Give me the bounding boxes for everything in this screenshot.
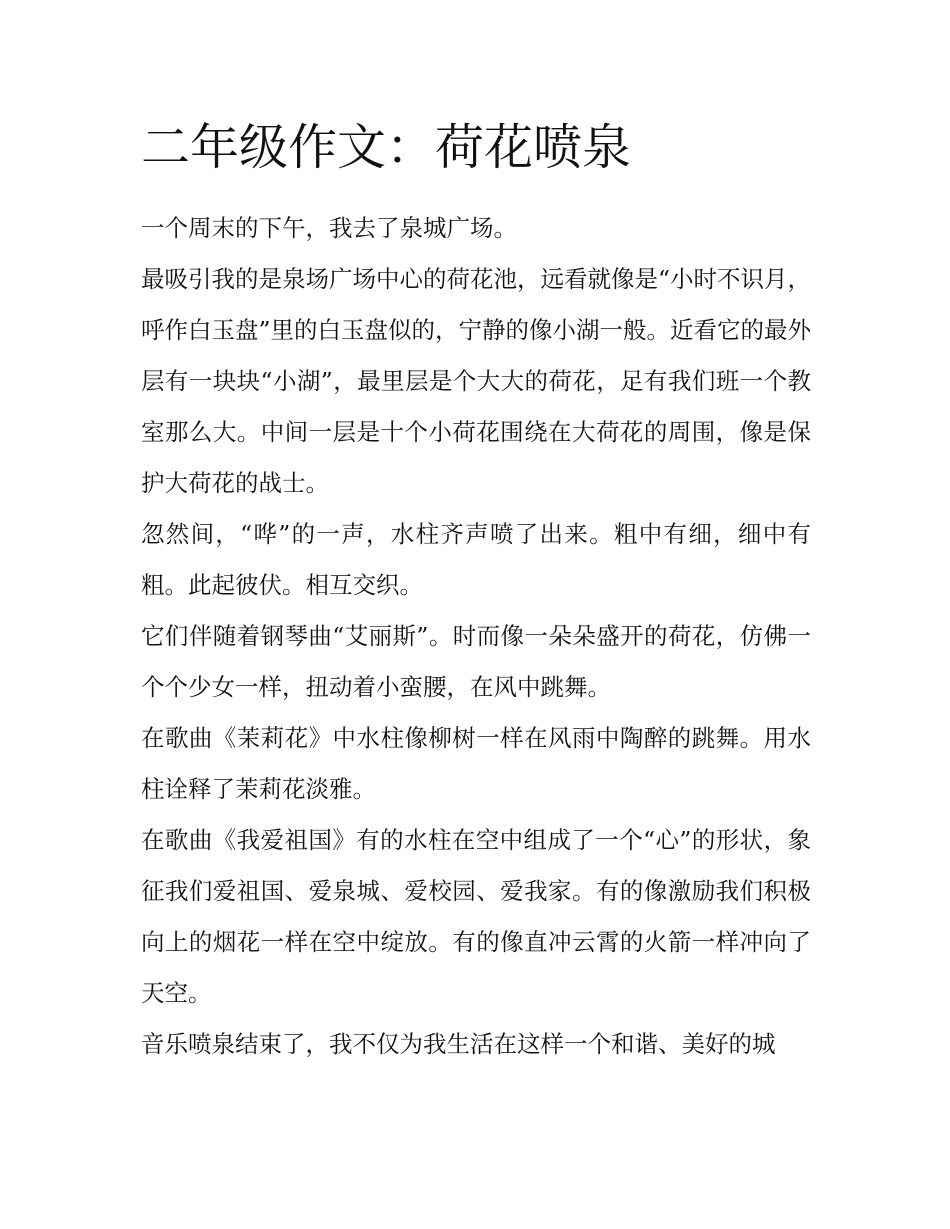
document-title: 二年级作文：荷花喷泉 (141, 119, 632, 176)
paragraph-4: 它们伴随着钢琴曲“艾丽斯”。时而像一朵朵盛开的荷花，仿佛一个个少女一样，扭动着小蛮腰，在风中跳舞。 (141, 622, 811, 701)
paragraph-3: 忽然间，“哗”的一声，水柱齐声喷了出来。粗中有细，细中有粗。此起彼伏。相互交织。 (141, 520, 811, 599)
document-body (141, 203, 811, 1070)
paragraph-1: 一个周末的下午，我去了泉城广场。 (141, 214, 517, 242)
paragraph-5: 在歌曲《茉莉花》中水柱像柳树一样在风雨中陶醉的跳舞。用水柱诠释了茉莉花淡雅。 (141, 724, 811, 803)
paragraph-7: 音乐喷泉结束了，我不仅为我生活在这样一个和谐、美好的城 (141, 1030, 776, 1058)
paragraph-2: 最吸引我的是泉场广场中心的荷花池，远看就像是“小时不识月，呼作白玉盘”里的白玉盘似的，宁静的像小湖一般。近看它的最外层有一块块“小湖”，最里层是个大大的荷花，足有我们班一个教室那么大。中间一层是十个小荷花围绕在大荷花的周围，像是保护大荷花的战士。 (141, 265, 812, 497)
paragraph-6: 在歌曲《我爱祖国》有的水柱在空中组成了一个“心”的形状，象征我们爱祖国、爱泉城、爱校园、爱我家。有的像激励我们积极向上的烟花一样在空中绽放。有的像直冲云霄的火箭一样冲向了天空。 (141, 826, 811, 1007)
